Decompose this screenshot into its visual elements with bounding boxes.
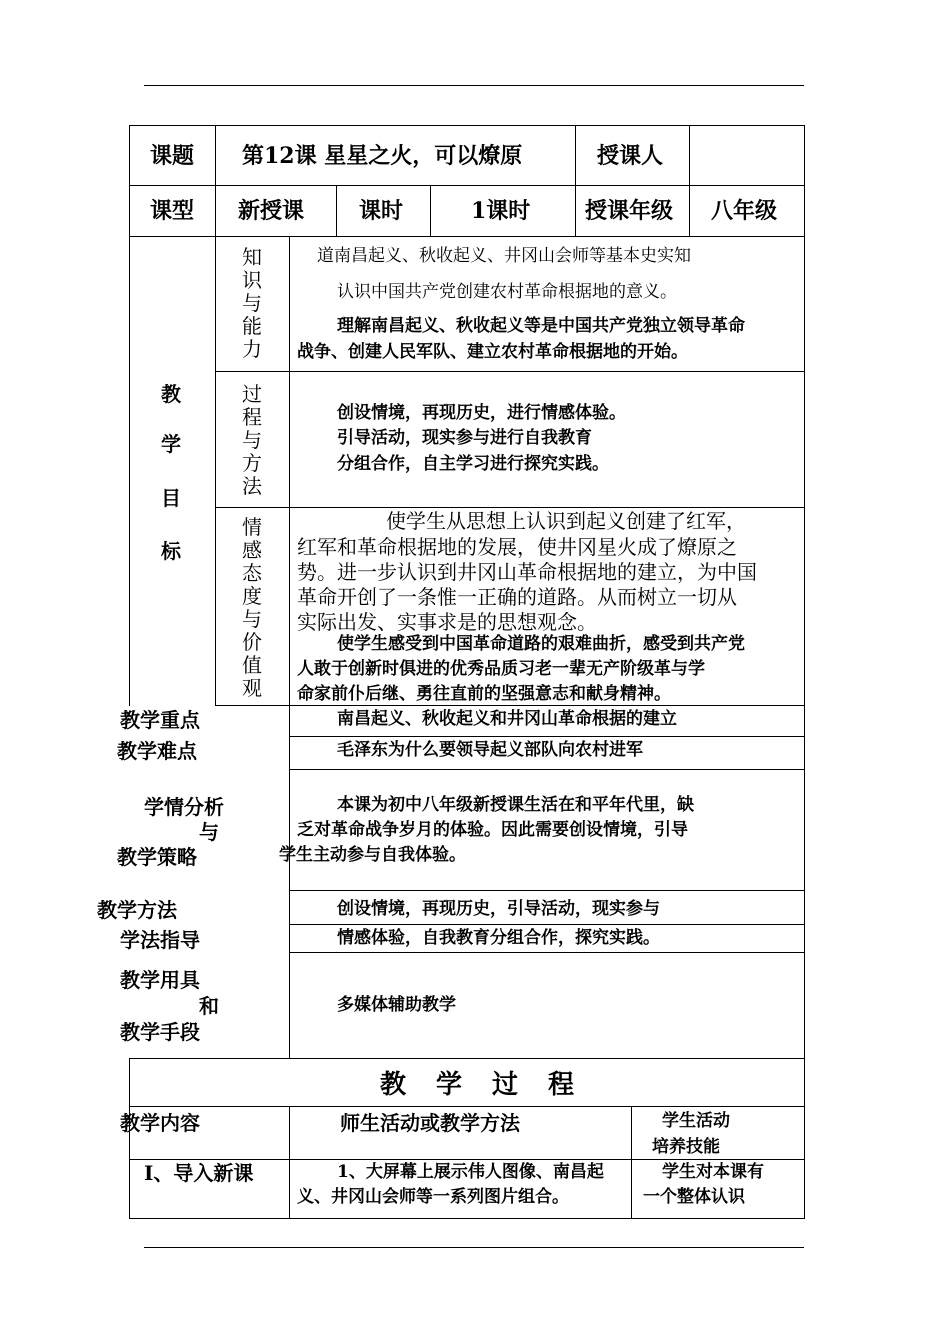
type-value: 新授课 <box>238 198 305 224</box>
type-label: 课型 <box>150 198 195 224</box>
objectives-label-char-2: 学 <box>161 432 181 456</box>
difficulty-label: 教学难点 <box>117 739 197 763</box>
emotion-line-8: 命家前仆后继、勇往直前的坚强意志和献身精神。 <box>297 684 671 704</box>
emotion-label: 情感态度与价值观 <box>242 515 262 700</box>
knowledge-label: 知识与能力 <box>242 245 262 361</box>
process-method-header: 师生活动或教学方法 <box>340 1111 520 1135</box>
process-label: 过程与方法 <box>242 382 262 498</box>
means-value: 多媒体辅助教学 <box>337 995 456 1015</box>
process-line-3: 分组合作，自主学习进行探究实践。 <box>337 454 609 474</box>
analysis-line-2: 乏对革命战争岁月的体验。因此需要创设情境，引导 <box>297 820 688 840</box>
method-line-2: 情感体验，自我教育分组合作，探究实践。 <box>337 928 660 948</box>
emotion-line-3: 势。进一步认识到井冈山革命根据地的建立，为中国 <box>297 560 757 584</box>
key-point-value: 南昌起义、秋收起义和井冈山革命根据的建立 <box>337 709 677 729</box>
method-line-1: 创设情境，再现历史，引导活动，现实参与 <box>337 899 660 919</box>
objectives-label-char-1: 教 <box>161 382 181 406</box>
method-label: 教学方法 <box>97 898 177 922</box>
process-row-1-skill-2: 一个整体认识 <box>643 1187 745 1207</box>
analysis-line-3: 学生主动参与自我体验。 <box>279 845 466 865</box>
means-label-3: 教学手段 <box>120 1020 200 1044</box>
process-row-1-content: Ⅰ、导入新课 <box>144 1161 254 1185</box>
knowledge-line-2: 认识中国共产党创建农村革命根据地的意义。 <box>337 282 677 302</box>
method-guide-label: 学法指导 <box>120 928 200 952</box>
process-row-1-skill-1: 学生对本课有 <box>662 1162 764 1182</box>
objectives-label-char-4: 标 <box>161 539 181 563</box>
knowledge-line-4: 战争、创建人民军队、建立农村革命根据地的开始。 <box>297 342 688 362</box>
topic-label: 课题 <box>150 143 195 169</box>
bottom-rule <box>144 1247 804 1248</box>
grade-label: 授课年级 <box>585 198 674 224</box>
objectives-label-char-3: 目 <box>161 486 181 510</box>
emotion-line-2: 红军和革命根据地的发展，使井冈星火成了燎原之 <box>297 535 737 559</box>
process-skill-header-2: 培养技能 <box>652 1137 720 1157</box>
process-skill-header-1: 学生活动 <box>662 1111 730 1131</box>
key-point-label: 教学重点 <box>120 708 200 732</box>
knowledge-line-3: 理解南昌起义、秋收起义等是中国共产党独立领导革命 <box>337 316 745 336</box>
teacher-label: 授课人 <box>597 143 664 169</box>
process-row-1-line-1: 1、大屏幕上展示伟人图像、南昌起 <box>337 1162 604 1182</box>
hours-label: 课时 <box>359 198 404 224</box>
top-rule <box>144 85 804 86</box>
emotion-line-5: 实际出发、实事求是的思想观念。 <box>297 610 597 634</box>
emotion-line-4: 革命开创了一条惟一正确的道路。从而树立一切从 <box>297 585 737 609</box>
analysis-label-2: 与 <box>199 820 219 844</box>
process-line-1: 创设情境，再现历史，进行情感体验。 <box>337 403 626 423</box>
analysis-line-1: 本课为初中八年级新授课生活在和平年代里，缺 <box>337 795 694 815</box>
teaching-process-title: 教学过程 <box>380 1070 605 1100</box>
means-label-2: 和 <box>199 994 219 1018</box>
analysis-label-3: 教学策略 <box>117 845 197 869</box>
difficulty-value: 毛泽东为什么要领导起义部队向农村进军 <box>337 740 643 760</box>
topic-value: 第12课 星星之火，可以燎原 <box>242 143 523 169</box>
emotion-line-6: 使学生感受到中国革命道路的艰难曲折，感受到共产党 <box>337 634 745 654</box>
emotion-line-7: 人敢于创新时俱进的优秀品质习老一辈无产阶级革与学 <box>297 659 705 679</box>
grade-value: 八年级 <box>711 198 778 224</box>
emotion-line-1: 使学生从思想上认识到起义创建了红军， <box>386 509 746 533</box>
process-content-header: 教学内容 <box>120 1111 200 1135</box>
hours-value: 1课时 <box>471 198 531 224</box>
analysis-label-1: 学情分析 <box>144 795 224 819</box>
process-line-2: 引导活动，现实参与进行自我教育 <box>337 428 592 448</box>
means-label-1: 教学用具 <box>120 968 200 992</box>
knowledge-line-1: 道南昌起义、秋收起义、井冈山会师等基本史实知 <box>317 246 691 266</box>
process-row-1-line-2: 义、井冈山会师等一系列图片组合。 <box>297 1187 569 1207</box>
